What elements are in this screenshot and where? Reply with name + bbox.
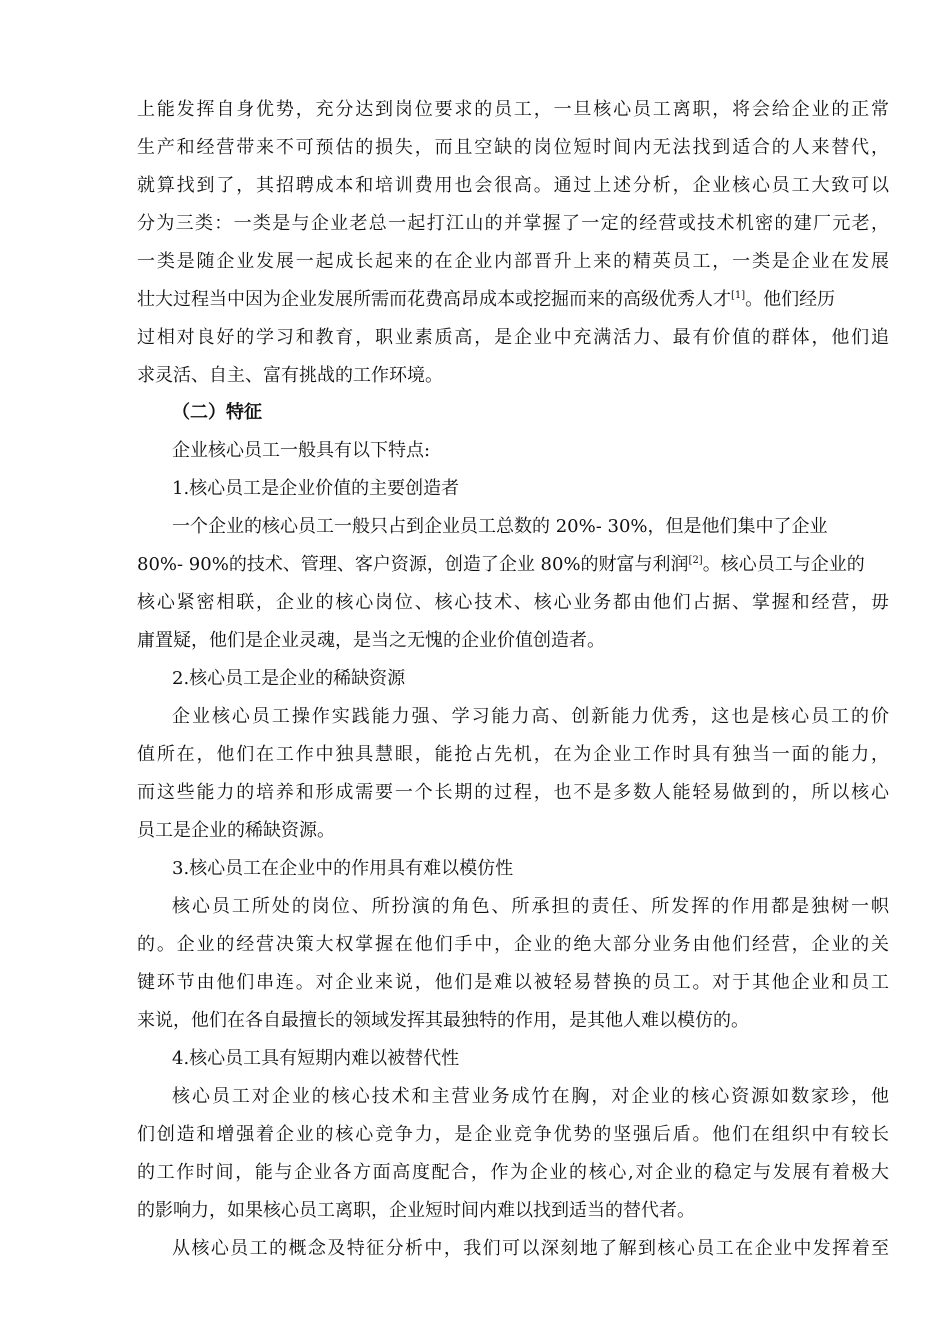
body-line: 们创造和增强着企业的核心竞争力，是企业竞争优势的坚强后盾。他们在组织中有较长 bbox=[137, 1124, 889, 1145]
body-line: 的工作时间，能与企业各方面高度配合，作为企业的核心,对企业的稳定与发展有着极大 bbox=[137, 1162, 889, 1183]
body-line: 的影响力，如果核心员工离职，企业短时间内难以找到适当的替代者。 bbox=[137, 1200, 695, 1221]
body-line: 核心紧密相联，企业的核心岗位、核心技术、核心业务都由他们占据、掌握和经营，毋 bbox=[137, 592, 889, 613]
body-line: 生产和经营带来不可预估的损失，而且空缺的岗位短时间内无法找到适合的人来替代， bbox=[137, 137, 889, 158]
body-line: 员工是企业的稀缺资源。 bbox=[137, 820, 335, 841]
subheading: 1.核心员工是企业价值的主要创造者 bbox=[172, 478, 460, 499]
body-line: 核心员工对企业的核心技术和主营业务成竹在胸，对企业的核心资源如数家珍，他 bbox=[172, 1086, 889, 1107]
subheading: 4.核心员工具有短期内难以被替代性 bbox=[172, 1048, 460, 1069]
subheading: 3.核心员工在企业中的作用具有难以模仿性 bbox=[172, 858, 514, 879]
body-text: 80%- 90%的技术、管理、客户资源，创造了企业 80%的财富与利润 bbox=[137, 554, 689, 575]
subheading: 2.核心员工是企业的稀缺资源 bbox=[172, 668, 406, 689]
citation-ref-1[interactable]: [1] bbox=[731, 290, 746, 301]
body-line: 分为三类：一类是与企业老总一起打江山的并掌握了一定的经营或技术机密的建厂元老， bbox=[137, 213, 889, 234]
body-text: 。核心员工与企业的 bbox=[702, 554, 865, 575]
body-line: 过相对良好的学习和教育，职业素质高，是企业中充满活力、最有价值的群体，他们追 bbox=[137, 327, 889, 348]
body-line: 庸置疑，他们是企业灵魂，是当之无愧的企业价值创造者。 bbox=[137, 630, 605, 651]
body-line: 一个企业的核心员工一般只占到企业员工总数的 20%- 30%，但是他们集中了企业 bbox=[172, 516, 828, 537]
body-line: 值所在，他们在工作中独具慧眼，能抢占先机，在为企业工作时具有独当一面的能力， bbox=[137, 744, 889, 765]
body-text: 壮大过程当中因为企业发展所需而花费高昂成本或挖掘而来的高级优秀人才 bbox=[137, 289, 731, 310]
body-line: 求灵活、自主、富有挑战的工作环境。 bbox=[137, 365, 443, 386]
body-line: 核心员工所处的岗位、所扮演的角色、所承担的责任、所发挥的作用都是独树一帜 bbox=[172, 896, 889, 917]
body-line: 企业核心员工操作实践能力强、学习能力高、创新能力优秀，这也是核心员工的价 bbox=[172, 706, 889, 727]
body-line-with-citation bbox=[137, 553, 889, 577]
body-line: 一类是随企业发展一起成长起来的在企业内部晋升上来的精英员工，一类是企业在发展 bbox=[137, 251, 889, 272]
body-line: 来说，他们在各自最擅长的领域发挥其最独特的作用，是其他人难以模仿的。 bbox=[137, 1010, 749, 1031]
section-heading: （二）特征 bbox=[172, 402, 262, 423]
body-line: 的。企业的经营决策大权掌握在他们手中，企业的绝大部分业务由他们经营，企业的关 bbox=[137, 934, 889, 955]
body-line: 键环节由他们串连。对企业来说，他们是难以被轻易替换的员工。对于其他企业和员工 bbox=[137, 972, 889, 993]
body-line: 上能发挥自身优势，充分达到岗位要求的员工，一旦核心员工离职，将会给企业的正常 bbox=[137, 99, 889, 120]
body-line: 而这些能力的培养和形成需要一个长期的过程，也不是多数人能轻易做到的，所以核心 bbox=[137, 782, 889, 803]
body-line: 从核心员工的概念及特征分析中，我们可以深刻地了解到核心员工在企业中发挥着至 bbox=[172, 1238, 889, 1259]
body-text: 。他们经历 bbox=[745, 289, 836, 310]
body-line: 就算找到了，其招聘成本和培训费用也会很高。通过上述分析，企业核心员工大致可以 bbox=[137, 175, 889, 196]
body-line-with-citation bbox=[137, 288, 889, 312]
body-line: 企业核心员工一般具有以下特点: bbox=[172, 440, 431, 461]
citation-ref-2[interactable]: [2] bbox=[688, 555, 703, 566]
